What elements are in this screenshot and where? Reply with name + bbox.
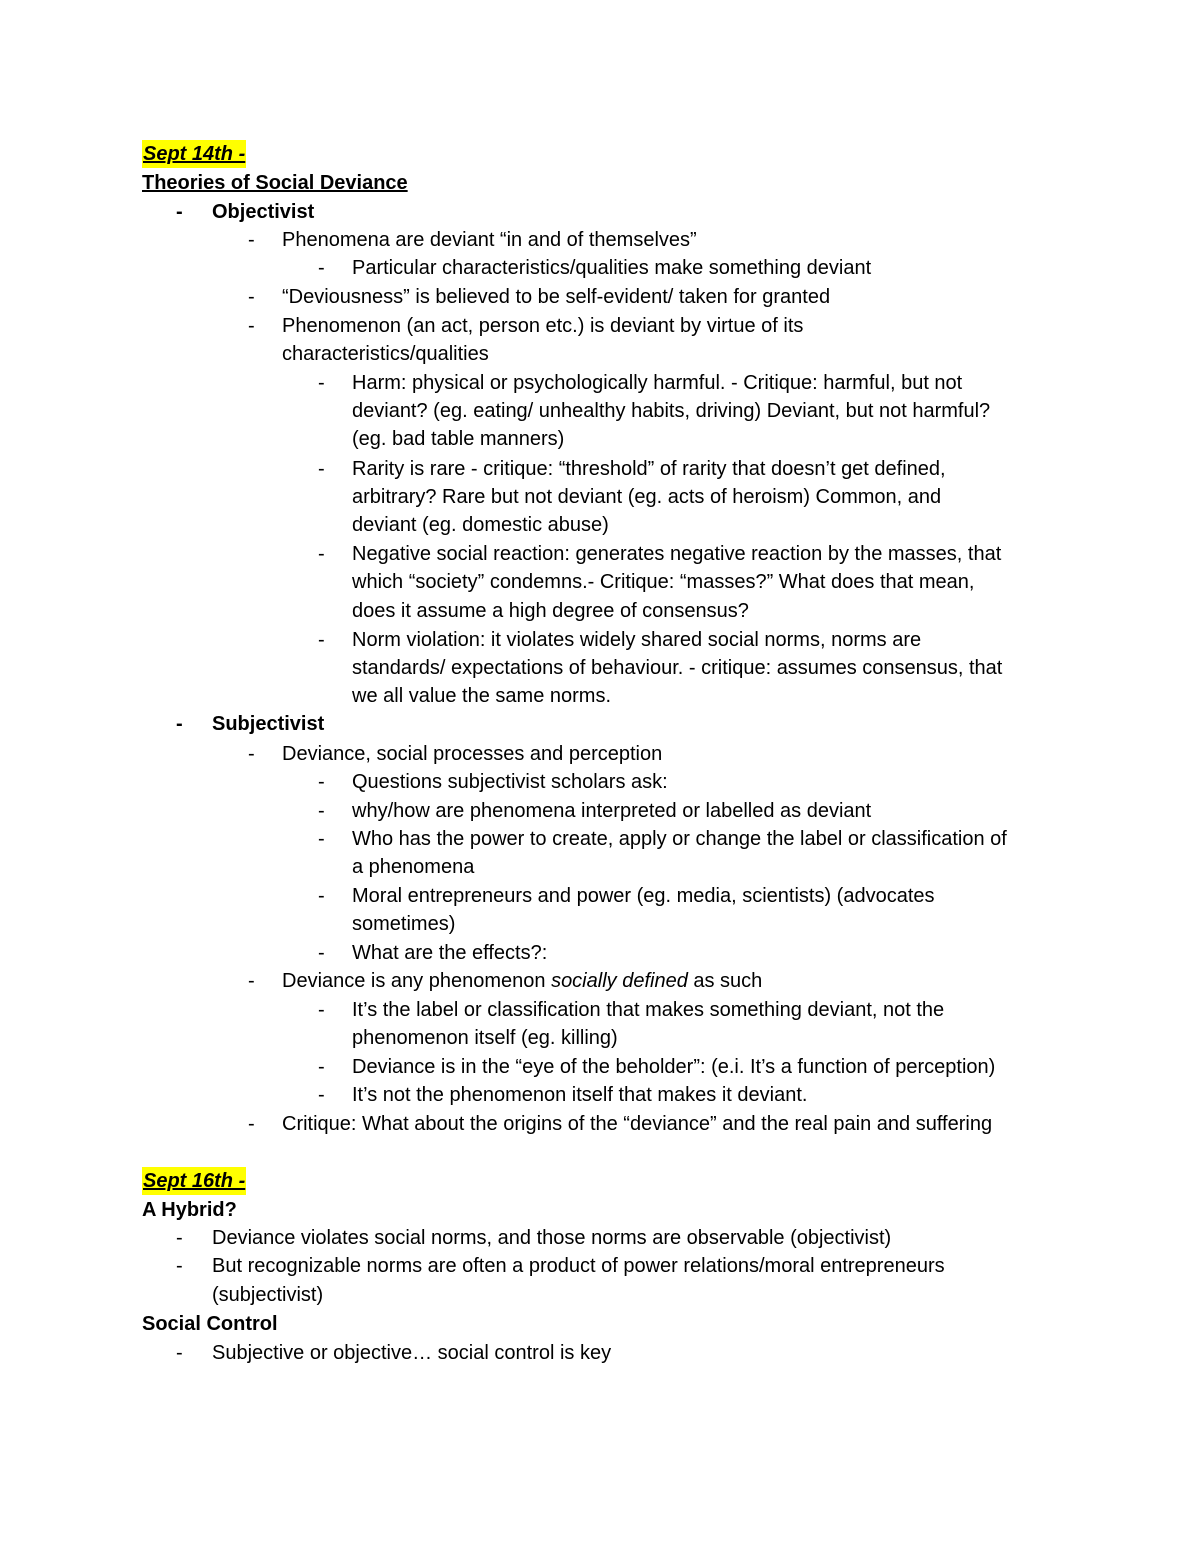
list-item-text: Questions subjectivist scholars ask: [352,771,668,793]
bullet-dash: - [318,372,325,394]
list-item [0,455,1200,483]
list-item-continuation [0,654,1200,682]
bullet-dash: - [176,201,183,223]
list-item [0,1053,1200,1081]
list-item [0,996,1200,1024]
list-item-text: Phenomenon (an act, person etc.) is deviant by virtue of its [282,315,804,337]
list-item [0,369,1200,397]
list-item [0,768,1200,796]
bullet-dash: - [176,1255,183,1277]
bullet-dash: - [318,257,325,279]
list-item-text: characteristics/qualities [282,343,489,365]
list-item-text: why/how are phenomena interpreted or labelled as deviant [352,800,872,822]
list-item [0,797,1200,825]
bullet-dash: - [176,713,183,735]
list-item-continuation [0,483,1200,511]
bullet-dash: - [318,942,325,964]
list-item-continuation [0,597,1200,625]
bullet-dash: - [248,315,255,337]
list-item-text: does it assume a high degree of consensus? [352,600,749,622]
bullet-dash: - [176,1342,183,1364]
list-item [0,283,1200,311]
list-item-text: deviant? (eg. eating/ unhealthy habits, driving) Deviant, but not harmful? [352,400,991,422]
list-item [0,882,1200,910]
list-item-text: It’s the label or classification that makes something deviant, not the [352,999,945,1021]
list-item-text: Deviance violates social norms, and those norms are observable (objectivist) [212,1227,892,1249]
bullet-dash: - [318,999,325,1021]
section-title: A Hybrid? [142,1199,237,1221]
section-title: Social Control [142,1313,278,1335]
list-item-text: It’s not the phenomenon itself that makes it deviant. [352,1084,808,1106]
list-item-continuation [0,397,1200,425]
bullet-dash: - [318,1056,325,1078]
list-item [0,967,1200,995]
list-item [0,710,1200,738]
bullet-dash: - [318,800,325,822]
list-item [0,1110,1200,1138]
list-item [0,198,1200,226]
list-item-text: But recognizable norms are often a product of power relations/moral entrepreneurs [212,1255,945,1277]
list-item-text: “Deviousness” is believed to be self-evident/ taken for granted [282,286,831,308]
list-item-text: Subjective or objective… social control is key [212,1342,612,1364]
list-item [0,1339,1200,1367]
list-item-text: Who has the power to create, apply or change the label or classification of [352,828,1007,850]
section-heading [0,1310,1200,1338]
list-item-text [282,967,762,995]
list-item [0,626,1200,654]
list-item-continuation [0,910,1200,938]
list-item-text: Particular characteristics/qualities make something deviant [352,257,872,279]
bullet-dash: - [318,629,325,651]
list-item-text: sometimes) [352,913,456,935]
list-item-text: a phenomena [352,856,475,878]
bullet-dash: - [318,458,325,480]
list-item [0,1252,1200,1280]
list-item-continuation [0,853,1200,881]
list-item-text: Deviance, social processes and perception [282,743,663,765]
list-item-text: (eg. bad table manners) [352,428,565,450]
bullet-dash: - [248,970,255,992]
list-item [0,540,1200,568]
list-item-text: Rarity is rare - critique: “threshold” of rarity that doesn’t get defined, [352,458,946,480]
text-run: as such [687,970,763,992]
list-item-continuation [0,1024,1200,1052]
list-item [0,1081,1200,1109]
bullet-dash: - [248,229,255,251]
list-item-continuation [0,511,1200,539]
list-item-text: we all value the same norms. [352,685,612,707]
objectivist-label: Objectivist [212,201,315,223]
list-item [0,226,1200,254]
list-item-text: What are the effects?: [352,942,548,964]
list-item-text: deviant (eg. domestic abuse) [352,514,609,536]
list-item-continuation [0,682,1200,710]
section-heading [0,1196,1200,1224]
list-item-continuation [0,340,1200,368]
section-title: Theories of Social Deviance [142,172,408,194]
bullet-dash: - [248,743,255,765]
list-item-text: arbitrary? Rare but not deviant (eg. acts of heroism) Common, and [352,486,942,508]
section-heading [0,169,1200,197]
list-item-text: Moral entrepreneurs and power (eg. media, scientists) (advocates [352,885,935,907]
list-item-continuation [0,1281,1200,1309]
list-item-text: Norm violation: it violates widely shared social norms, norms are [352,629,922,651]
bullet-dash: - [318,1084,325,1106]
list-item [0,939,1200,967]
list-item-text: phenomenon itself (eg. killing) [352,1027,618,1049]
list-item [0,312,1200,340]
date-heading [0,1167,1200,1195]
list-item-text: (subjectivist) [212,1284,324,1306]
date-heading [0,140,1200,168]
list-item [0,254,1200,282]
list-item [0,740,1200,768]
list-item-text: Critique: What about the origins of the “deviance” and the real pain and suffering [282,1113,993,1135]
date-label: Sept 14th - [142,140,246,168]
bullet-dash: - [318,828,325,850]
list-item [0,825,1200,853]
date-label: Sept 16th - [142,1167,246,1195]
list-item-text: Negative social reaction: generates negative reaction by the masses, that [352,543,1002,565]
list-item-text: standards/ expectations of behaviour. - critique: assumes consensus, that [352,657,1003,679]
bullet-dash: - [318,543,325,565]
list-item-text: Harm: physical or psychologically harmful. - Critique: harmful, but not [352,372,963,394]
emphasis-text: socially defined [551,970,688,992]
list-item-text: which “society” condemns.- Critique: “masses?” What does that mean, [352,571,975,593]
bullet-dash: - [318,771,325,793]
list-item [0,1224,1200,1252]
list-item-continuation [0,425,1200,453]
bullet-dash: - [318,885,325,907]
list-item-text: Deviance is in the “eye of the beholder”: (e.i. It’s a function of perception) [352,1056,996,1078]
text-run: Deviance is any phenomenon [282,970,552,992]
list-item-continuation [0,568,1200,596]
bullet-dash: - [248,286,255,308]
bullet-dash: - [176,1227,183,1249]
list-item-text: Phenomena are deviant “in and of themselves” [282,229,697,251]
subjectivist-label: Subjectivist [212,713,325,735]
bullet-dash: - [248,1113,255,1135]
